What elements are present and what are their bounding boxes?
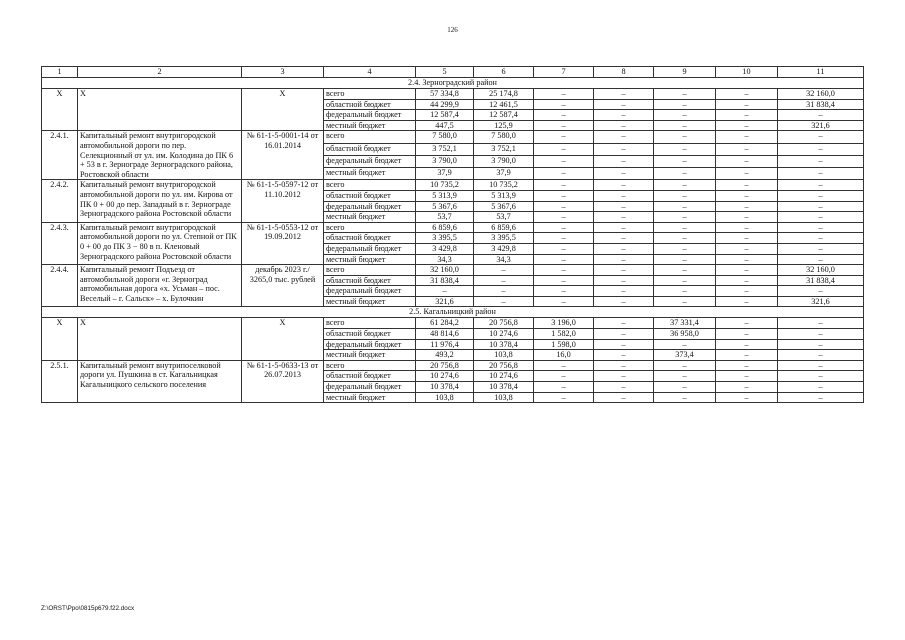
amount-cell: – xyxy=(534,180,594,191)
amount-cell: 5 367,6 xyxy=(474,201,534,212)
table-row xyxy=(42,360,864,371)
amount-cell: – xyxy=(654,201,716,212)
funding-source: всего xyxy=(324,131,416,143)
amount-cell: 103,8 xyxy=(474,392,534,403)
amount-cell: – xyxy=(716,360,778,371)
amount-cell: 20 756,8 xyxy=(474,360,534,371)
item-document: декабрь 2023 г./ 3265,0 тыс. рублей xyxy=(242,265,324,307)
amount-cell: – xyxy=(778,318,864,329)
item-name: Капитальный ремонт внутригородской автомобильной дороги по ул. им. Кирова от ПК 0 + 00 до пер. Западный в г. Зернограде Зерноградского района Ростовской области xyxy=(78,180,242,222)
amount-cell: – xyxy=(716,275,778,286)
amount-cell: 37,9 xyxy=(416,168,474,180)
amount-cell: 321,6 xyxy=(778,120,864,131)
amount-cell: – xyxy=(416,286,474,297)
amount-cell: 53,7 xyxy=(474,212,534,223)
amount-cell: – xyxy=(534,155,594,167)
funding-source: местный бюджет xyxy=(324,254,416,265)
amount-cell: – xyxy=(654,243,716,254)
amount-cell: – xyxy=(594,143,654,155)
amount-cell: – xyxy=(716,286,778,297)
amount-cell: – xyxy=(594,168,654,180)
amount-cell: – xyxy=(534,190,594,201)
funding-source: местный бюджет xyxy=(324,392,416,403)
amount-cell: 44 299,9 xyxy=(416,99,474,110)
amount-cell: – xyxy=(594,392,654,403)
amount-cell: – xyxy=(594,180,654,191)
section-row xyxy=(42,307,864,318)
column-header: 7 xyxy=(534,67,594,78)
amount-cell: – xyxy=(716,243,778,254)
amount-cell: – xyxy=(534,371,594,382)
section-title: 2.4. Зерноградский район xyxy=(42,78,864,89)
amount-cell: – xyxy=(594,190,654,201)
amount-cell: – xyxy=(654,99,716,110)
amount-cell: 10 274,6 xyxy=(416,371,474,382)
amount-cell: – xyxy=(716,222,778,233)
amount-cell: – xyxy=(594,120,654,131)
amount-cell: – xyxy=(654,265,716,276)
amount-cell: – xyxy=(594,296,654,307)
item-number: 2.4.2. xyxy=(42,180,78,222)
amount-cell: – xyxy=(594,275,654,286)
amount-cell: 16,0 xyxy=(534,350,594,361)
amount-cell: 20 756,8 xyxy=(474,318,534,329)
funding-source: местный бюджет xyxy=(324,168,416,180)
item-document: № 61-1-5-0633-13 от 26.07.2013 xyxy=(242,360,324,402)
amount-cell: – xyxy=(716,89,778,100)
item-document: X xyxy=(242,318,324,360)
amount-cell: 10 378,4 xyxy=(474,339,534,350)
amount-cell: – xyxy=(778,190,864,201)
amount-cell: – xyxy=(594,243,654,254)
amount-cell: – xyxy=(716,131,778,143)
item-number: 2.5.1. xyxy=(42,360,78,402)
amount-cell: 57 334,8 xyxy=(416,89,474,100)
funding-source: федеральный бюджет xyxy=(324,286,416,297)
amount-cell: 3 429,8 xyxy=(474,243,534,254)
amount-cell: – xyxy=(654,89,716,100)
amount-cell: – xyxy=(778,392,864,403)
amount-cell: – xyxy=(716,212,778,223)
amount-cell: – xyxy=(594,329,654,340)
amount-cell: – xyxy=(594,212,654,223)
amount-cell: 3 790,0 xyxy=(416,155,474,167)
funding-source: федеральный бюджет xyxy=(324,155,416,167)
amount-cell: 37 331,4 xyxy=(654,318,716,329)
amount-cell: – xyxy=(594,99,654,110)
amount-cell: – xyxy=(778,155,864,167)
amount-cell: 373,4 xyxy=(654,350,716,361)
amount-cell: 5 367,6 xyxy=(416,201,474,212)
amount-cell: – xyxy=(654,131,716,143)
funding-source: областной бюджет xyxy=(324,233,416,244)
amount-cell: 32 160,0 xyxy=(416,265,474,276)
section-row xyxy=(42,78,864,89)
amount-cell: – xyxy=(594,371,654,382)
amount-cell: 3 429,8 xyxy=(416,243,474,254)
item-number: X xyxy=(42,318,78,360)
amount-cell: – xyxy=(716,329,778,340)
column-header: 10 xyxy=(716,67,778,78)
amount-cell: 493,2 xyxy=(416,350,474,361)
amount-cell: – xyxy=(716,318,778,329)
funding-source: всего xyxy=(324,89,416,100)
amount-cell: – xyxy=(654,233,716,244)
funding-source: областной бюджет xyxy=(324,143,416,155)
amount-cell: 3 196,0 xyxy=(534,318,594,329)
amount-cell: 10 735,2 xyxy=(416,180,474,191)
amount-cell: – xyxy=(534,392,594,403)
amount-cell: – xyxy=(594,360,654,371)
amount-cell: 36 958,0 xyxy=(654,329,716,340)
amount-cell: – xyxy=(716,339,778,350)
amount-cell: 10 274,6 xyxy=(474,371,534,382)
amount-cell: – xyxy=(654,168,716,180)
item-name: Капитальный ремонт Подъезд от автомобильной дороги «г. Зерноград автомобильная дорога «х. Усьман – пос. Веселый – г. Сальск» – х. Булочкин xyxy=(78,265,242,307)
amount-cell: 103,8 xyxy=(474,350,534,361)
amount-cell: – xyxy=(716,233,778,244)
amount-cell: 20 756,8 xyxy=(416,360,474,371)
amount-cell: – xyxy=(778,222,864,233)
column-header: 1 xyxy=(42,67,78,78)
column-number-row xyxy=(42,67,864,78)
funding-source: федеральный бюджет xyxy=(324,339,416,350)
amount-cell: – xyxy=(534,275,594,286)
amount-cell: – xyxy=(594,318,654,329)
amount-cell: 103,8 xyxy=(416,392,474,403)
funding-source: областной бюджет xyxy=(324,275,416,286)
amount-cell: – xyxy=(474,296,534,307)
amount-cell: 48 814,6 xyxy=(416,329,474,340)
amount-cell: – xyxy=(534,89,594,100)
amount-cell: – xyxy=(654,392,716,403)
column-header: 9 xyxy=(654,67,716,78)
column-header: 6 xyxy=(474,67,534,78)
amount-cell: – xyxy=(594,110,654,121)
amount-cell: – xyxy=(534,296,594,307)
amount-cell: – xyxy=(654,360,716,371)
amount-cell: – xyxy=(654,286,716,297)
amount-cell: – xyxy=(534,120,594,131)
amount-cell: – xyxy=(534,143,594,155)
item-name: Капитальный ремонт внутригородской автомобильной дороги по пер. Селекционный от ул. им. Колодина до ПК 6 + 53 в г. Зернограде Зерноградского района, Ростовской области xyxy=(78,131,242,180)
amount-cell: 447,5 xyxy=(416,120,474,131)
amount-cell: 3 395,5 xyxy=(416,233,474,244)
funding-source: всего xyxy=(324,222,416,233)
amount-cell: 53,7 xyxy=(416,212,474,223)
amount-cell: – xyxy=(716,296,778,307)
amount-cell: – xyxy=(474,286,534,297)
section-title: 2.5. Кагальницкий район xyxy=(42,307,864,318)
column-header: 4 xyxy=(324,67,416,78)
amount-cell: 6 859,6 xyxy=(474,222,534,233)
amount-cell: – xyxy=(716,371,778,382)
amount-cell: 61 284,2 xyxy=(416,318,474,329)
amount-cell: – xyxy=(594,382,654,393)
amount-cell: – xyxy=(534,168,594,180)
table-row xyxy=(42,222,864,233)
amount-cell: – xyxy=(534,360,594,371)
amount-cell: – xyxy=(654,120,716,131)
amount-cell: 6 859,6 xyxy=(416,222,474,233)
amount-cell: – xyxy=(654,382,716,393)
funding-source: всего xyxy=(324,180,416,191)
amount-cell: 31 838,4 xyxy=(416,275,474,286)
funding-source: областной бюджет xyxy=(324,371,416,382)
amount-cell: 32 160,0 xyxy=(778,89,864,100)
amount-cell: – xyxy=(534,286,594,297)
table-body xyxy=(42,67,864,403)
amount-cell: – xyxy=(716,143,778,155)
amount-cell: – xyxy=(778,168,864,180)
funding-source: областной бюджет xyxy=(324,99,416,110)
amount-cell: – xyxy=(654,212,716,223)
amount-cell: 7 580,0 xyxy=(474,131,534,143)
amount-cell: 125,9 xyxy=(474,120,534,131)
funding-source: всего xyxy=(324,318,416,329)
column-header: 5 xyxy=(416,67,474,78)
amount-cell: – xyxy=(534,99,594,110)
table-row xyxy=(42,265,864,276)
amount-cell: – xyxy=(716,201,778,212)
amount-cell: 3 790,0 xyxy=(474,155,534,167)
amount-cell: 32 160,0 xyxy=(778,265,864,276)
amount-cell: 10 735,2 xyxy=(474,180,534,191)
funding-source: всего xyxy=(324,265,416,276)
amount-cell: 5 313,9 xyxy=(416,190,474,201)
amount-cell: 11 976,4 xyxy=(416,339,474,350)
amount-cell: – xyxy=(654,155,716,167)
amount-cell: 1 598,0 xyxy=(534,339,594,350)
amount-cell: – xyxy=(474,265,534,276)
amount-cell: – xyxy=(778,180,864,191)
amount-cell: – xyxy=(716,382,778,393)
amount-cell: – xyxy=(778,201,864,212)
amount-cell: – xyxy=(716,254,778,265)
amount-cell: – xyxy=(716,168,778,180)
amount-cell: 10 274,6 xyxy=(474,329,534,340)
amount-cell: 37,9 xyxy=(474,168,534,180)
amount-cell: 3 752,1 xyxy=(474,143,534,155)
column-header: 11 xyxy=(778,67,864,78)
amount-cell: – xyxy=(474,275,534,286)
amount-cell: – xyxy=(778,360,864,371)
amount-cell: 12 587,4 xyxy=(416,110,474,121)
amount-cell: – xyxy=(594,339,654,350)
table-row xyxy=(42,180,864,191)
column-header: 3 xyxy=(242,67,324,78)
amount-cell: – xyxy=(534,222,594,233)
amount-cell: 25 174,8 xyxy=(474,89,534,100)
amount-cell: – xyxy=(716,180,778,191)
item-name: Капитальный ремонт внутрипоселковой дороги ул. Пушкина в ст. Кагальницкая Кагальницкого сельского поселения xyxy=(78,360,242,402)
page-number: 126 xyxy=(447,26,458,34)
amount-cell: – xyxy=(594,201,654,212)
amount-cell: 12 587,4 xyxy=(474,110,534,121)
amount-cell: 31 838,4 xyxy=(778,99,864,110)
amount-cell: – xyxy=(654,110,716,121)
item-document: № 61-1-5-0001-14 от 16.01.2014 xyxy=(242,131,324,180)
amount-cell: 5 313,9 xyxy=(474,190,534,201)
amount-cell: – xyxy=(594,265,654,276)
amount-cell: – xyxy=(778,110,864,121)
amount-cell: – xyxy=(654,339,716,350)
amount-cell: – xyxy=(534,243,594,254)
funding-source: областной бюджет xyxy=(324,329,416,340)
amount-cell: – xyxy=(716,265,778,276)
funding-source: всего xyxy=(324,360,416,371)
amount-cell: – xyxy=(534,254,594,265)
amount-cell: 3 395,5 xyxy=(474,233,534,244)
file-path-footer: Z:\ORST\Ppo\0815p679.f22.docx xyxy=(41,605,135,612)
amount-cell: – xyxy=(716,392,778,403)
amount-cell: – xyxy=(778,143,864,155)
amount-cell: – xyxy=(594,233,654,244)
amount-cell: 10 378,4 xyxy=(474,382,534,393)
item-name: X xyxy=(78,318,242,360)
funding-source: федеральный бюджет xyxy=(324,243,416,254)
amount-cell: – xyxy=(654,254,716,265)
amount-cell: – xyxy=(654,222,716,233)
amount-cell: – xyxy=(594,222,654,233)
amount-cell: – xyxy=(534,110,594,121)
amount-cell: – xyxy=(778,339,864,350)
column-header: 8 xyxy=(594,67,654,78)
item-number: 2.4.4. xyxy=(42,265,78,307)
amount-cell: 10 378,4 xyxy=(416,382,474,393)
funding-source: местный бюджет xyxy=(324,212,416,223)
table-row xyxy=(42,89,864,100)
amount-cell: – xyxy=(716,190,778,201)
funding-source: местный бюджет xyxy=(324,296,416,307)
amount-cell: – xyxy=(778,233,864,244)
amount-cell: – xyxy=(594,350,654,361)
amount-cell: – xyxy=(778,371,864,382)
amount-cell: 12 461,5 xyxy=(474,99,534,110)
item-number: 2.4.1. xyxy=(42,131,78,180)
table-row xyxy=(42,131,864,143)
amount-cell: – xyxy=(534,131,594,143)
amount-cell: – xyxy=(778,243,864,254)
amount-cell: – xyxy=(654,143,716,155)
amount-cell: – xyxy=(654,296,716,307)
amount-cell: 34,3 xyxy=(416,254,474,265)
amount-cell: 31 838,4 xyxy=(778,275,864,286)
item-name: X xyxy=(78,89,242,131)
amount-cell: – xyxy=(534,233,594,244)
item-document: № 61-1-5-0597-12 от 11.10.2012 xyxy=(242,180,324,222)
column-header: 2 xyxy=(78,67,242,78)
amount-cell: – xyxy=(654,190,716,201)
amount-cell: – xyxy=(534,382,594,393)
amount-cell: – xyxy=(716,99,778,110)
amount-cell: – xyxy=(594,155,654,167)
item-document: X xyxy=(242,89,324,131)
budget-table xyxy=(41,66,864,403)
amount-cell: – xyxy=(716,350,778,361)
amount-cell: – xyxy=(594,131,654,143)
funding-source: федеральный бюджет xyxy=(324,201,416,212)
amount-cell: – xyxy=(778,131,864,143)
amount-cell: – xyxy=(778,254,864,265)
funding-source: федеральный бюджет xyxy=(324,110,416,121)
amount-cell: – xyxy=(594,254,654,265)
amount-cell: – xyxy=(534,265,594,276)
item-number: X xyxy=(42,89,78,131)
amount-cell: – xyxy=(716,155,778,167)
item-number: 2.4.3. xyxy=(42,222,78,264)
amount-cell: 3 752,1 xyxy=(416,143,474,155)
amount-cell: 34,3 xyxy=(474,254,534,265)
funding-source: местный бюджет xyxy=(324,120,416,131)
amount-cell: – xyxy=(534,212,594,223)
amount-cell: – xyxy=(778,286,864,297)
amount-cell: – xyxy=(716,120,778,131)
amount-cell: – xyxy=(778,382,864,393)
funding-source: областной бюджет xyxy=(324,190,416,201)
amount-cell: – xyxy=(594,286,654,297)
amount-cell: 7 580,0 xyxy=(416,131,474,143)
amount-cell: – xyxy=(594,89,654,100)
amount-cell: – xyxy=(778,212,864,223)
amount-cell: 1 582,0 xyxy=(534,329,594,340)
funding-source: федеральный бюджет xyxy=(324,382,416,393)
amount-cell: 321,6 xyxy=(416,296,474,307)
item-document: № 61-1-5-0553-12 от 19.09.2012 xyxy=(242,222,324,264)
amount-cell: – xyxy=(716,110,778,121)
amount-cell: – xyxy=(778,329,864,340)
amount-cell: – xyxy=(654,371,716,382)
funding-source: местный бюджет xyxy=(324,350,416,361)
amount-cell: – xyxy=(654,275,716,286)
amount-cell: – xyxy=(534,201,594,212)
amount-cell: 321,6 xyxy=(778,296,864,307)
amount-cell: – xyxy=(654,180,716,191)
amount-cell: – xyxy=(778,350,864,361)
item-name: Капитальный ремонт внутригородской автомобильной дороги по ул. Степной от ПК 0 + 00 до ПК 3 − 80 в п. Кленовый Зерноградского района Ростовской области xyxy=(78,222,242,264)
table-row xyxy=(42,318,864,329)
